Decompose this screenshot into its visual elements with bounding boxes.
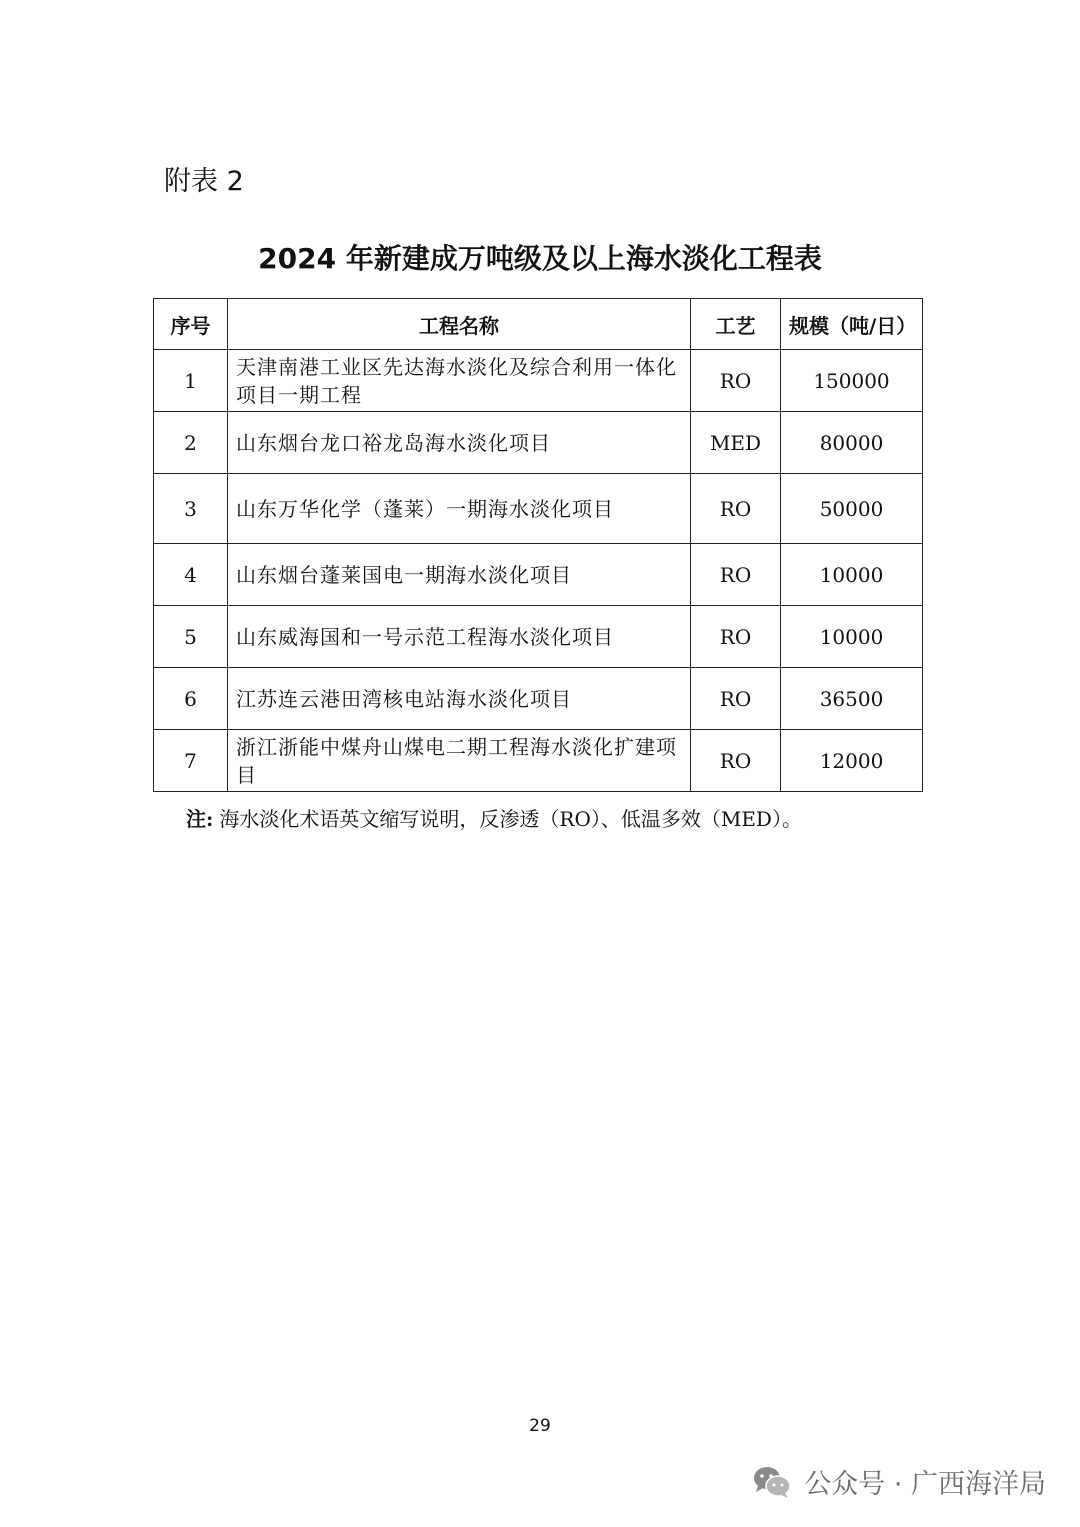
process-type: RO (691, 350, 781, 412)
appendix-label: 附表 2 (164, 166, 244, 197)
project-name: 山东烟台龙口裕龙岛海水淡化项目 (228, 412, 691, 474)
watermark-text: 公众号 · 广西海洋局 (804, 1469, 1046, 1500)
table-row (154, 412, 923, 474)
capacity-value: 50000 (781, 474, 923, 544)
table-note (186, 804, 802, 834)
project-name: 山东万华化学（蓬莱）一期海水淡化项目 (228, 474, 691, 544)
watermark (752, 1462, 1046, 1501)
capacity-value: 10000 (781, 544, 923, 606)
note-text: 海水淡化术语英文缩写说明，反渗透（RO）、低温多效（MED）。 (219, 807, 802, 831)
process-type: RO (691, 730, 781, 792)
column-header-no: 序号 (154, 299, 228, 350)
capacity-value: 36500 (781, 668, 923, 730)
project-name: 浙江浙能中煤舟山煤电二期工程海水淡化扩建项目 (228, 730, 691, 792)
table-row (154, 668, 923, 730)
column-header-name: 工程名称 (228, 299, 691, 350)
table-row (154, 474, 923, 544)
table-row (154, 544, 923, 606)
project-name: 山东烟台蓬莱国电一期海水淡化项目 (228, 544, 691, 606)
process-type: MED (691, 412, 781, 474)
capacity-value: 150000 (781, 350, 923, 412)
table-header-row (154, 299, 923, 350)
column-header-process: 工艺 (691, 299, 781, 350)
row-number: 4 (154, 544, 228, 606)
page-title: 2024 年新建成万吨级及以上海水淡化工程表 (258, 242, 822, 275)
table-row (154, 606, 923, 668)
row-number: 5 (154, 606, 228, 668)
row-number: 1 (154, 350, 228, 412)
process-type: RO (691, 544, 781, 606)
note-label: 注: (186, 807, 214, 831)
capacity-value: 12000 (781, 730, 923, 792)
column-header-scale: 规模（吨/日） (781, 299, 923, 350)
project-name: 江苏连云港田湾核电站海水淡化项目 (228, 668, 691, 730)
project-name: 天津南港工业区先达海水淡化及综合利用一体化项目一期工程 (228, 350, 691, 412)
project-name: 山东威海国和一号示范工程海水淡化项目 (228, 606, 691, 668)
row-number: 7 (154, 730, 228, 792)
row-number: 3 (154, 474, 228, 544)
row-number: 6 (154, 668, 228, 730)
page-number: 29 (529, 1416, 551, 1436)
capacity-value: 10000 (781, 606, 923, 668)
process-type: RO (691, 668, 781, 730)
wechat-icon (752, 1465, 792, 1499)
process-type: RO (691, 606, 781, 668)
row-number: 2 (154, 412, 228, 474)
projects-table (153, 298, 923, 792)
table-row (154, 350, 923, 412)
table-row (154, 730, 923, 792)
capacity-value: 80000 (781, 412, 923, 474)
process-type: RO (691, 474, 781, 544)
